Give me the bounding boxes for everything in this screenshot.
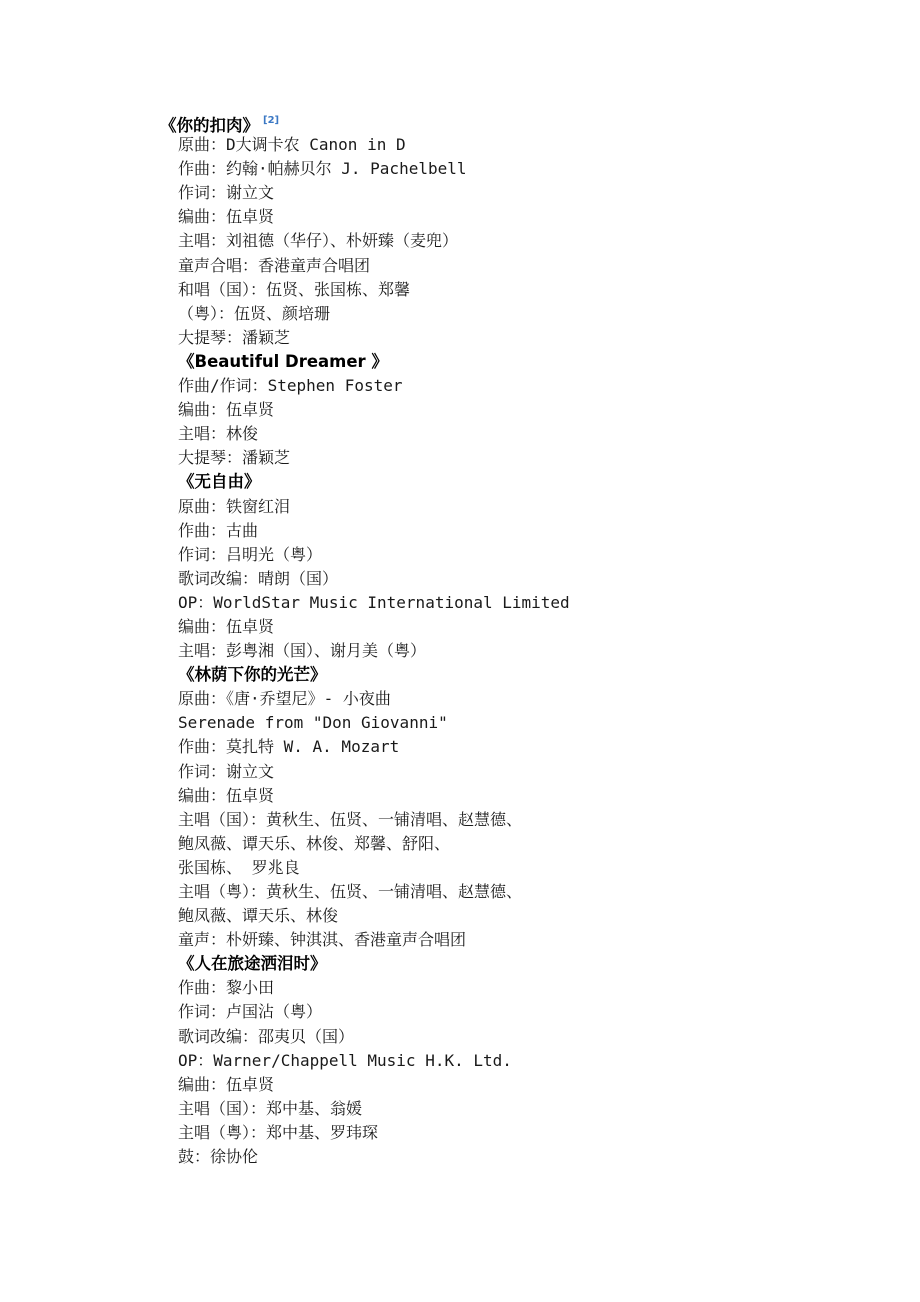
credit-line: （粤）：伍贤、颜培珊 xyxy=(178,303,331,323)
credit-line: OP：Warner/Chappell Music H.K. Ltd. xyxy=(178,1050,512,1070)
credit-line: 编曲：伍卓贤 xyxy=(178,616,275,636)
credit-line: 作词：谢立文 xyxy=(178,761,275,781)
credit-line: 鼓：徐协伦 xyxy=(178,1147,259,1167)
credit-line: 主唱（粤）：黄秋生、伍贤、一铺清唱、赵慧德、 xyxy=(178,882,523,901)
credit-line: 大提琴：潘颖芝 xyxy=(178,327,291,347)
credit-line: 作词：谢立文 xyxy=(178,183,275,203)
credit-line: 主唱（粤）：郑中基、罗玮琛 xyxy=(178,1122,379,1142)
credit-line: 主唱（国）：黄秋生、伍贤、一铺清唱、赵慧德、 xyxy=(178,809,523,829)
song-title: 《林荫下你的光芒》 xyxy=(178,665,327,685)
credit-line: 主唱：刘祖德（华仔）、朴妍臻（麦兜） xyxy=(178,231,459,251)
credit-line: 主唱：彭粤湘（国）、谢月美（粤） xyxy=(178,641,427,661)
credit-line: 和唱（国）：伍贤、张国栋、郑馨 xyxy=(178,279,411,299)
credit-line: 主唱（国）：郑中基、翁媛 xyxy=(178,1098,363,1118)
credit-line: 张国栋、 罗兆良 xyxy=(178,857,300,877)
song-title: 《人在旅途洒泪时》 xyxy=(178,954,327,974)
credits-document xyxy=(160,109,880,1169)
credit-line: 作曲：古曲 xyxy=(178,520,259,540)
reference-link[interactable]: [2] xyxy=(263,115,280,126)
credit-line: 童声：朴妍臻、钟淇淇、香港童声合唱团 xyxy=(178,930,467,950)
credit-line: 编曲：伍卓贤 xyxy=(178,400,275,420)
credit-line: 童声合唱：香港童声合唱团 xyxy=(178,255,371,275)
song-title: 《Beautiful Dreamer 》 xyxy=(178,351,388,371)
credit-line: 作曲：约翰·帕赫贝尔 J. Pachelbell xyxy=(178,159,467,179)
credit-line: 原曲：D大调卡农 Canon in D xyxy=(178,135,406,155)
credit-line: 作词：吕明光（粤） xyxy=(178,544,323,564)
credit-line: 主唱：林俊 xyxy=(178,424,259,444)
credit-line: 作曲：黎小田 xyxy=(178,978,275,998)
song-title: 《无自由》 xyxy=(178,472,261,492)
credit-line: 歌词改编：晴朗（国） xyxy=(178,568,339,588)
credit-line: 原曲：铁窗红泪 xyxy=(178,496,291,516)
credit-line: OP：WorldStar Music International Limited xyxy=(178,592,570,612)
credit-line: 编曲：伍卓贤 xyxy=(178,1074,275,1094)
credit-line: 歌词改编：邵夷贝（国） xyxy=(178,1026,355,1046)
credit-line: 大提琴：潘颖芝 xyxy=(178,448,291,468)
credit-line: 作曲：莫扎特 W. A. Mozart xyxy=(178,737,400,757)
credit-line: 鲍凤薇、谭天乐、林俊、郑馨、舒阳、 xyxy=(178,833,451,853)
song-title-text: 《你的扣肉》 xyxy=(160,116,259,135)
credit-line: 原曲：《唐·乔望尼》- 小夜曲 xyxy=(178,689,391,709)
credit-line: 作词：卢国沾（粤） xyxy=(178,1002,323,1022)
credit-line: 编曲：伍卓贤 xyxy=(178,207,275,227)
credit-line: 鲍凤薇、谭天乐、林俊 xyxy=(178,906,339,926)
song-title xyxy=(160,109,880,133)
credit-line: 编曲：伍卓贤 xyxy=(178,785,275,805)
credit-line: 作曲/作词：Stephen Foster xyxy=(178,376,403,396)
credit-line: Serenade from "Don Giovanni" xyxy=(178,713,448,733)
